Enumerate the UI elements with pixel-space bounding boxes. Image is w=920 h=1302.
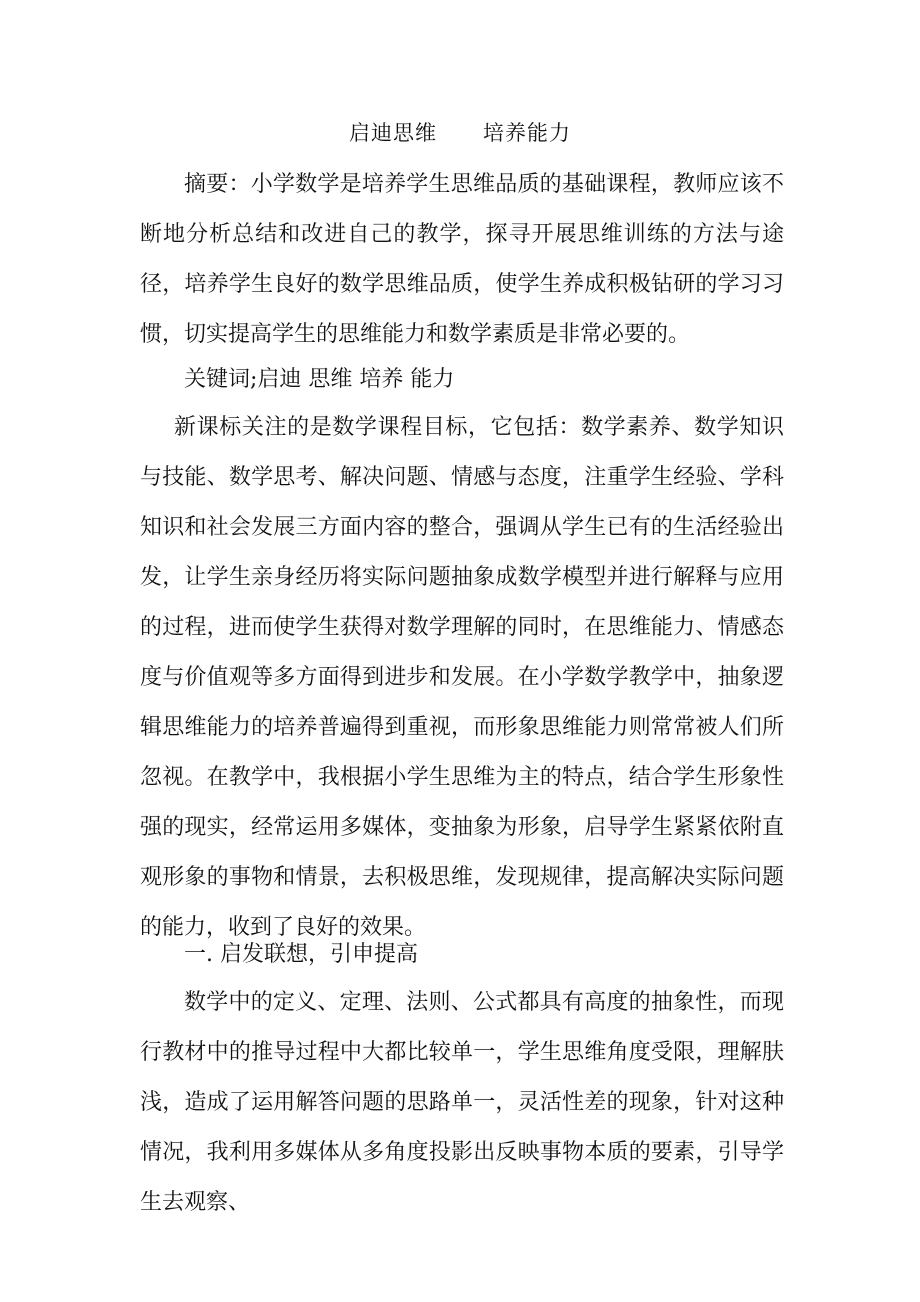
document-title: 启迪思维 培养能力	[348, 121, 572, 145]
intro-paragraph	[140, 403, 784, 953]
keywords-line	[140, 355, 784, 405]
intro-text: 新课标关注的是数学课程目标，它包括：数学素养、数学知识与技能、数学思考、解决问题、情感与态度，注重学生经验、学科知识和社会发展三方面内容的整合，强调从学生已有的生活经验出发，让学生亲身经历将实际问题抽象成数学模型并进行解释与应用的过程，进而使学生获得对数学理解的同时，在思维能力、情感态度与价值观等多方面得到进步和发展。在小学数学教学中，抽象逻辑思维能力的培养普遍得到重视，而形象思维能力则常常被人们所忽视。在教学中，我根据小学生思维为主的特点，结合学生形象性强的现实，经常运用多媒体，变抽象为形象，启导学生紧紧依附直观形象的事物和情景，去积极思维，发现规律，提高解决实际问题的能力，收到了良好的效果。	[140, 415, 784, 940]
section-heading	[140, 930, 784, 980]
abstract-text: 摘要：小学数学是培养学生思维品质的基础课程，教师应该不断地分析总结和改进自己的教学，探寻开展思维训练的方法与途径，培养学生良好的数学思维品质，使学生养成积极钻研的学习习惯，切实提高学生的思维能力和数学素质是非常必要的。	[140, 172, 784, 347]
section-paragraph	[140, 978, 784, 1228]
abstract-paragraph	[140, 160, 784, 360]
section-paragraph-text: 数学中的定义、定理、法则、公式都具有高度的抽象性，而现行教材中的推导过程中大都比较单一，学生思维角度受限，理解肤浅，造成了运用解答问题的思路单一，灵活性差的现象，针对这种情况，我利用多媒体从多角度投影出反映事物本质的要素，引导学生去观察、	[140, 990, 784, 1215]
keywords-text: 关键词;启迪 思维 培养 能力	[184, 367, 455, 392]
section-heading-text: 一. 启发联想，引申提高	[184, 942, 418, 967]
